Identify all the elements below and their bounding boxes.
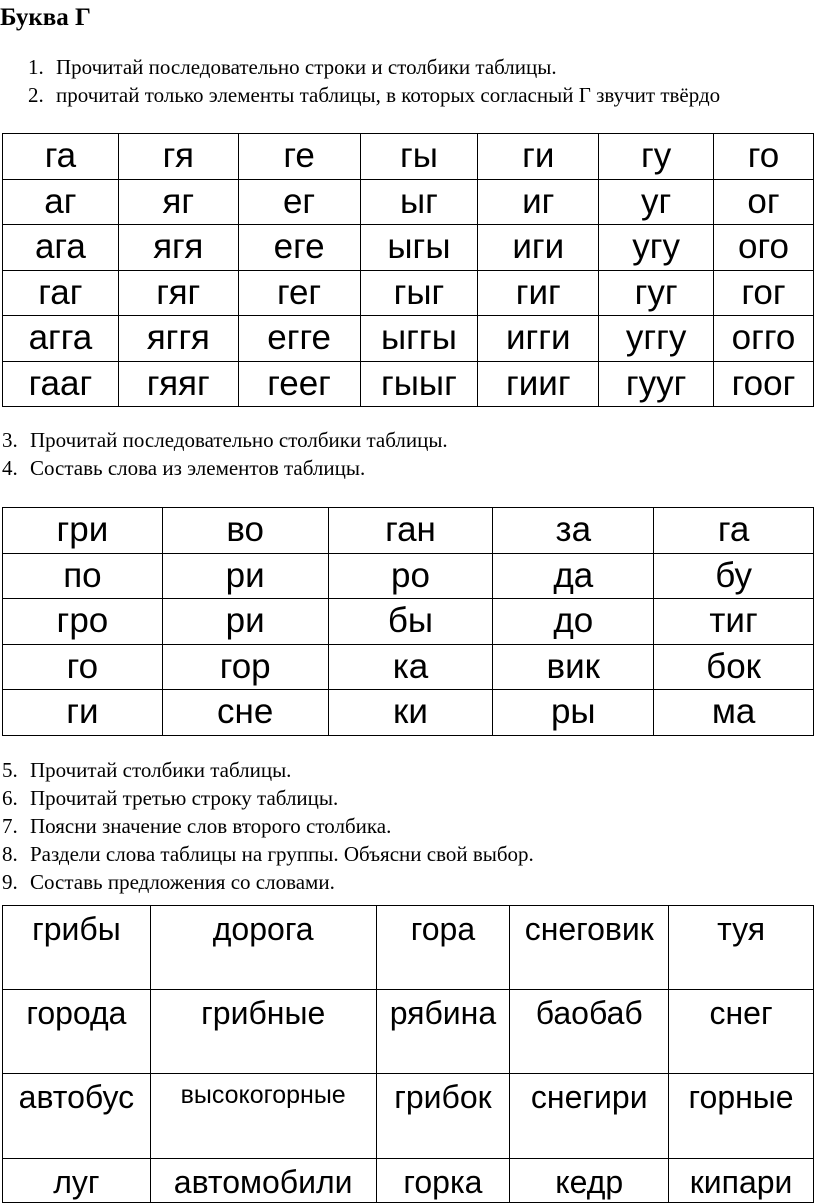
table-cell: вик (493, 644, 654, 690)
table-cell: яг (118, 179, 238, 225)
table-cell: ки (328, 690, 493, 736)
table-cell: бок (654, 644, 814, 690)
table-cell: ыг (360, 179, 478, 225)
table-cell: егге (238, 316, 360, 362)
table-cell: гя (118, 134, 238, 180)
instruction-item (28, 81, 720, 109)
table-cell: яггя (118, 316, 238, 362)
table-cell: гу (599, 134, 714, 180)
table-cell: горные (669, 1074, 814, 1159)
instructions-list-3 (2, 756, 534, 896)
instruction-number: 9. (2, 870, 18, 894)
instruction-item (2, 426, 448, 454)
table-cell: грибок (376, 1074, 510, 1159)
page-title: Буква Г (0, 4, 91, 31)
table-row (3, 316, 814, 362)
table-cell: автомобили (150, 1159, 376, 1203)
instruction-number: 2. (28, 83, 44, 107)
table-row (3, 270, 814, 316)
instruction-text: Прочитай столбики таблицы. (30, 758, 292, 782)
table-cell: ег (238, 179, 360, 225)
table-row (3, 508, 814, 554)
table-cell: ого (714, 225, 814, 271)
table-cell: гяяг (118, 361, 238, 407)
table-row (3, 1159, 814, 1203)
table-cell: бу (654, 553, 814, 599)
table-cell: уг (599, 179, 714, 225)
table-cell: снег (669, 990, 814, 1074)
table-cell: иги (478, 225, 599, 271)
instruction-number: 1. (28, 55, 44, 79)
table-cell: еге (238, 225, 360, 271)
table-cell: ги (478, 134, 599, 180)
syllable-table-2 (2, 507, 814, 736)
table-cell: ро (328, 553, 493, 599)
table-cell: ге (238, 134, 360, 180)
table-cell: ган (328, 508, 493, 554)
instruction-text: Прочитай последовательно строки и столбики таблицы. (56, 55, 557, 79)
table-cell: рябина (376, 990, 510, 1074)
instruction-item (2, 812, 534, 840)
table-cell: снегири (510, 1074, 669, 1159)
instruction-text: прочитай только элементы таблицы, в которых согласный Г звучит твёрдо (56, 83, 721, 107)
instruction-number: 7. (2, 814, 18, 838)
table-cell: во (162, 508, 328, 554)
table-cell: ог (714, 179, 814, 225)
instruction-number: 3. (2, 428, 18, 452)
table-cell: гуг (599, 270, 714, 316)
table-cell: ги (3, 690, 163, 736)
table-cell: города (3, 990, 151, 1074)
instruction-number: 8. (2, 842, 18, 866)
table-cell: гиг (478, 270, 599, 316)
table-row (3, 225, 814, 271)
table-cell: уггу (599, 316, 714, 362)
table-cell: гааг (3, 361, 119, 407)
table-cell: го (3, 644, 163, 690)
table-cell: грибы (3, 906, 151, 990)
table-cell: снеговик (510, 906, 669, 990)
table-row (3, 1074, 814, 1159)
table-cell: огго (714, 316, 814, 362)
table-row (3, 599, 814, 645)
table-cell: гииг (478, 361, 599, 407)
table-cell: угу (599, 225, 714, 271)
table-cell: иг (478, 179, 599, 225)
table-cell: га (654, 508, 814, 554)
table-row (3, 553, 814, 599)
table-row (3, 690, 814, 736)
table-cell: высокогорные (150, 1074, 376, 1159)
table-cell: ри (162, 553, 328, 599)
table-cell: грибные (150, 990, 376, 1074)
instruction-text: Поясни значение слов второго столбика. (30, 814, 392, 838)
table-cell: гууг (599, 361, 714, 407)
table-row (3, 906, 814, 990)
table-cell: дорога (150, 906, 376, 990)
word-table (2, 905, 814, 1203)
table-cell: ри (162, 599, 328, 645)
instruction-item (2, 454, 448, 482)
table-cell: бы (328, 599, 493, 645)
table-cell: ры (493, 690, 654, 736)
table-cell: га (3, 134, 119, 180)
table-cell: гро (3, 599, 163, 645)
table-cell: гяг (118, 270, 238, 316)
table-cell: ягя (118, 225, 238, 271)
table-cell: геег (238, 361, 360, 407)
instruction-text: Составь предложения со словами. (30, 870, 335, 894)
table-cell: горка (376, 1159, 510, 1203)
table-cell: игги (478, 316, 599, 362)
table-cell: баобаб (510, 990, 669, 1074)
table-cell: гы (360, 134, 478, 180)
instruction-item (2, 868, 534, 896)
instruction-text: Раздели слова таблицы на группы. Объясни свой выбор. (30, 842, 534, 866)
table-cell: ыгы (360, 225, 478, 271)
table-cell: гыг (360, 270, 478, 316)
table-cell: ка (328, 644, 493, 690)
table-cell: кедр (510, 1159, 669, 1203)
instruction-text: Прочитай третью строку таблицы. (30, 786, 339, 810)
table-row (3, 361, 814, 407)
table-cell: агга (3, 316, 119, 362)
table-cell: гоог (714, 361, 814, 407)
instructions-list-1 (28, 53, 720, 109)
instruction-number: 4. (2, 456, 18, 480)
syllable-table-1 (2, 133, 814, 407)
table-cell: гаг (3, 270, 119, 316)
table-cell: за (493, 508, 654, 554)
table-cell: гора (376, 906, 510, 990)
instruction-item (2, 840, 534, 868)
table-cell: автобус (3, 1074, 151, 1159)
table-cell: до (493, 599, 654, 645)
table-cell: по (3, 553, 163, 599)
table-cell: го (714, 134, 814, 180)
table-cell: ма (654, 690, 814, 736)
table-row (3, 134, 814, 180)
instruction-item (2, 756, 534, 784)
table-cell: кипари (669, 1159, 814, 1203)
table-cell: гег (238, 270, 360, 316)
table-cell: сне (162, 690, 328, 736)
table-cell: туя (669, 906, 814, 990)
table-cell: гор (162, 644, 328, 690)
table-cell: тиг (654, 599, 814, 645)
instruction-item (2, 784, 534, 812)
table-cell: гыыг (360, 361, 478, 407)
table-cell: ыггы (360, 316, 478, 362)
instruction-text: Составь слова из элементов таблицы. (30, 456, 366, 480)
table-cell: гри (3, 508, 163, 554)
table-cell: гог (714, 270, 814, 316)
table-row (3, 179, 814, 225)
instruction-number: 6. (2, 786, 18, 810)
table-row (3, 990, 814, 1074)
table-cell: ага (3, 225, 119, 271)
instruction-item (28, 53, 720, 81)
table-cell: да (493, 553, 654, 599)
instruction-number: 5. (2, 758, 18, 782)
table-row (3, 644, 814, 690)
table-cell: луг (3, 1159, 151, 1203)
table-cell: аг (3, 179, 119, 225)
instruction-text: Прочитай последовательно столбики таблицы. (30, 428, 448, 452)
instructions-list-2 (2, 426, 448, 482)
